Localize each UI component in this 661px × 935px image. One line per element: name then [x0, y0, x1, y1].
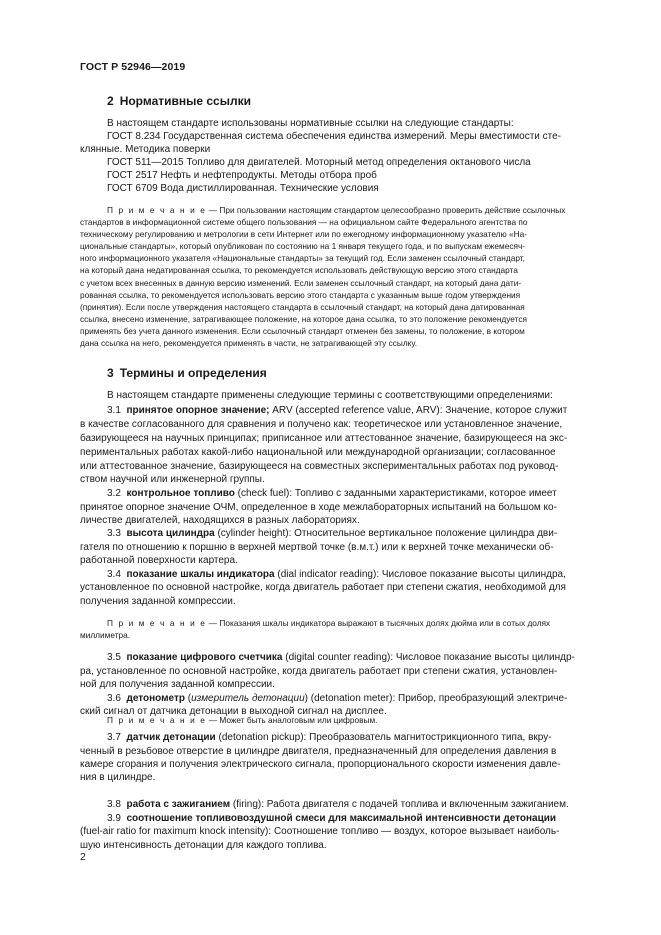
section-3-heading: [107, 366, 267, 380]
page-number: 2: [80, 851, 86, 863]
section-3-number: 3: [107, 366, 114, 380]
term-3-2: 3.2 контрольное топливо (check fuel): Топливо с заданными характеристиками, которое имеет: [107, 488, 557, 499]
ref-gost-6709: ГОСТ 6709 Вода дистиллированная. Технические условия: [107, 183, 379, 194]
term-3-4-line: установленное по основной настройке, когда двигатель работает при степени сжатия, необходимой для: [80, 582, 566, 593]
term-3-1-line: ством научной или инженерной группы.: [80, 474, 265, 485]
ref-gost-8234-cont: клянные. Методика поверки: [80, 144, 211, 155]
term-3-7-name: датчик детонации: [126, 732, 216, 743]
note-1-label: П р и м е ч а н и е: [107, 205, 207, 215]
note-2-label: П р и м е ч а н и е: [107, 618, 207, 628]
term-3-1-line: или аттестованное значение, базирующееся на совместных экспериментальных работах под руковод-: [80, 461, 559, 472]
note-1-line: техническому регулированию и метрологии в сети Интернет или по ежегодному информационному указателю «На-: [80, 229, 528, 239]
running-header: ГОСТ Р 52946—2019: [80, 61, 186, 73]
note-1-line: дана ссылка на него, рекомендуется применять в части, не затрагивающей эту ссылку.: [80, 338, 418, 348]
note-3-line: П р и м е ч а н и е — Может быть аналоговым или цифровым.: [107, 715, 378, 725]
term-3-7-line: камере сгорания и получения электрического сигнала, пропорционального скорости изменения давле-: [80, 759, 561, 770]
term-3-3: 3.3 высота цилиндра (cylinder height): Относительное вертикальное положение цилиндра дви-: [107, 528, 558, 539]
note-1-line: (принятия). Если после утверждения настоящего стандарта в ссылочный стандарт, на который дана датированная: [80, 302, 525, 312]
term-3-9-name: соотношение топливовоздушной смеси для максимальной интенсивности детонации: [126, 813, 557, 824]
term-3-2-name: контрольное топливо: [126, 488, 235, 499]
note-1-line: рованная ссылка, то рекомендуется использовать версию этого стандарта с указанным выше годом утверждения: [80, 290, 521, 300]
note-2-line: миллиметра.: [80, 630, 131, 640]
term-3-9-line: (fuel-air ratio for maximum knock intensity): Соотношение топливо — воздух, которое вызывает наиболь-: [80, 826, 560, 837]
term-3-1: 3.1 принятое опорное значение; ARV (accepted reference value, ARV): Значение, которое служит: [107, 405, 568, 416]
term-3-6-name: детонометр: [126, 693, 185, 704]
term-3-5-name: показание цифрового счетчика: [126, 652, 283, 663]
term-3-4-name: показание шкалы индикатора: [126, 569, 275, 580]
term-3-3-name: высота цилиндра: [126, 528, 215, 539]
note-1-line: на который дана недатированная ссылка, то рекомендуется использовать действующую версию этого стандарта: [80, 265, 518, 275]
note-1-line: стандартов в информационной системе общего пользования — на официальном сайте Федерального агентства по: [80, 217, 528, 227]
note-1-line: циональные стандарты», который опубликован по состоянию на 1 января текущего года, и по выпускам ежемесяч-: [80, 241, 526, 251]
term-3-4: 3.4 показание шкалы индикатора (dial indicator reading): Числовое показание высоты цилиндра,: [107, 569, 566, 580]
term-3-8-name: работа с зажиганием: [126, 799, 231, 810]
term-3-7-line: ния в цилиндре.: [80, 772, 156, 783]
term-3-7: 3.7 датчик детонации (detonation pickup): Преобразователь магнитострикционного типа, вкру-: [107, 732, 552, 743]
note-1-line: применять без учета данного изменения. Если ссылочный стандарт отменен без замены, то положение, в котором: [80, 326, 525, 336]
ref-gost-511: ГОСТ 511—2015 Топливо для двигателей. Моторный метод определения октанового числа: [107, 157, 531, 168]
section-3-intro: В настоящем стандарте применены следующие термины с соответствующими определениями:: [107, 390, 553, 401]
note-1-line: П р и м е ч а н и е — При пользовании настоящим стандартом целесообразно проверить действие ссылочных: [107, 205, 566, 215]
term-3-9-line: шую интенсивность детонации для каждого топлива.: [80, 840, 327, 851]
note-2-line: П р и м е ч а н и е — Показания шкалы индикатора выражают в тысячных долях дюйма или в сотых долях: [107, 618, 551, 628]
term-3-1-line: базирующееся на научных принципах; приписанное или аттестованное значение, базирующееся на экс-: [80, 433, 568, 444]
note-1-line: ссылка, внесено изменение, затрагивающее положение, на которое дана ссылка, то это положение рекомендуется: [80, 314, 527, 324]
term-3-9: 3.9 соотношение топливовоздушной смеси для максимальной интенсивности детонации: [107, 813, 557, 824]
term-3-7-line: ченный в резьбовое отверстие в цилиндре двигателя, предназначенный для определения давления в: [80, 746, 557, 757]
section-2-title: Нормативные ссылки: [119, 94, 251, 108]
term-3-1-name: принятое опорное значение;: [126, 405, 270, 416]
term-3-5: 3.5 показание цифрового счетчика (digital counter reading): Числовое показание высоты цилиндр-: [107, 652, 575, 663]
term-3-2-line: личестве двигателей, находящихся в разных лабораториях.: [80, 515, 360, 526]
note-3-label: П р и м е ч а н и е: [107, 715, 207, 725]
term-3-5-line: ра, установленное по основной настройке, когда двигатель работает при степени сжатия, установлен-: [80, 666, 558, 677]
term-3-3-line: работанной поверхности картера.: [80, 555, 238, 566]
term-3-2-line: принятое опорное значение ОЧМ, определенное в ходе межлабораторных испытаний на большом ко-: [80, 502, 557, 513]
section-3-title: Термины и определения: [119, 366, 267, 380]
term-3-6: 3.6 детонометр (измеритель детонации) (detonation meter): Прибор, преобразующий электриче-: [107, 693, 568, 704]
section-2-intro: В настоящем стандарте использованы нормативные ссылки на следующие стандарты:: [107, 118, 514, 129]
term-3-8: 3.8 работа с зажиганием (firing): Работа двигателя с подачей топлива и включенным зажиганием.: [107, 799, 569, 810]
term-3-4-line: получения заданной компрессии.: [80, 596, 236, 607]
ref-gost-2517: ГОСТ 2517 Нефть и нефтепродукты. Методы отбора проб: [107, 170, 377, 181]
note-1-line: ного информационного указателя «Национальные стандарты» за текущий год. Если заменен ссылочный стандарт,: [80, 253, 525, 263]
term-3-1-line: периментальных работах какой-либо национальной или международной организации; согласованное: [80, 447, 556, 458]
term-3-6-line: ский сигнал от датчика детонации в выходной сигнал на дисплее.: [80, 706, 387, 717]
section-2-heading: [107, 94, 251, 108]
term-3-1-line: в качестве согласованного для сравнения и получено как: теоретическое или установленное значение,: [80, 419, 563, 430]
term-3-6-alt-name: измеритель детонации: [191, 693, 305, 704]
term-3-5-line: ной для получения заданной компрессии.: [80, 679, 275, 690]
term-3-3-line: гателя по отношению к поршню в верхней мертвой точке (в.м.т.) или к верхней точке механически об-: [80, 542, 554, 553]
note-1-line: с учетом всех внесенных в данную версию изменений. Если заменен ссылочный стандарт, на который дана дати-: [80, 278, 522, 288]
ref-gost-8234: ГОСТ 8.234 Государственная система обеспечения единства измерений. Меры вместимости сте-: [107, 131, 562, 142]
section-2-number: 2: [107, 94, 114, 108]
